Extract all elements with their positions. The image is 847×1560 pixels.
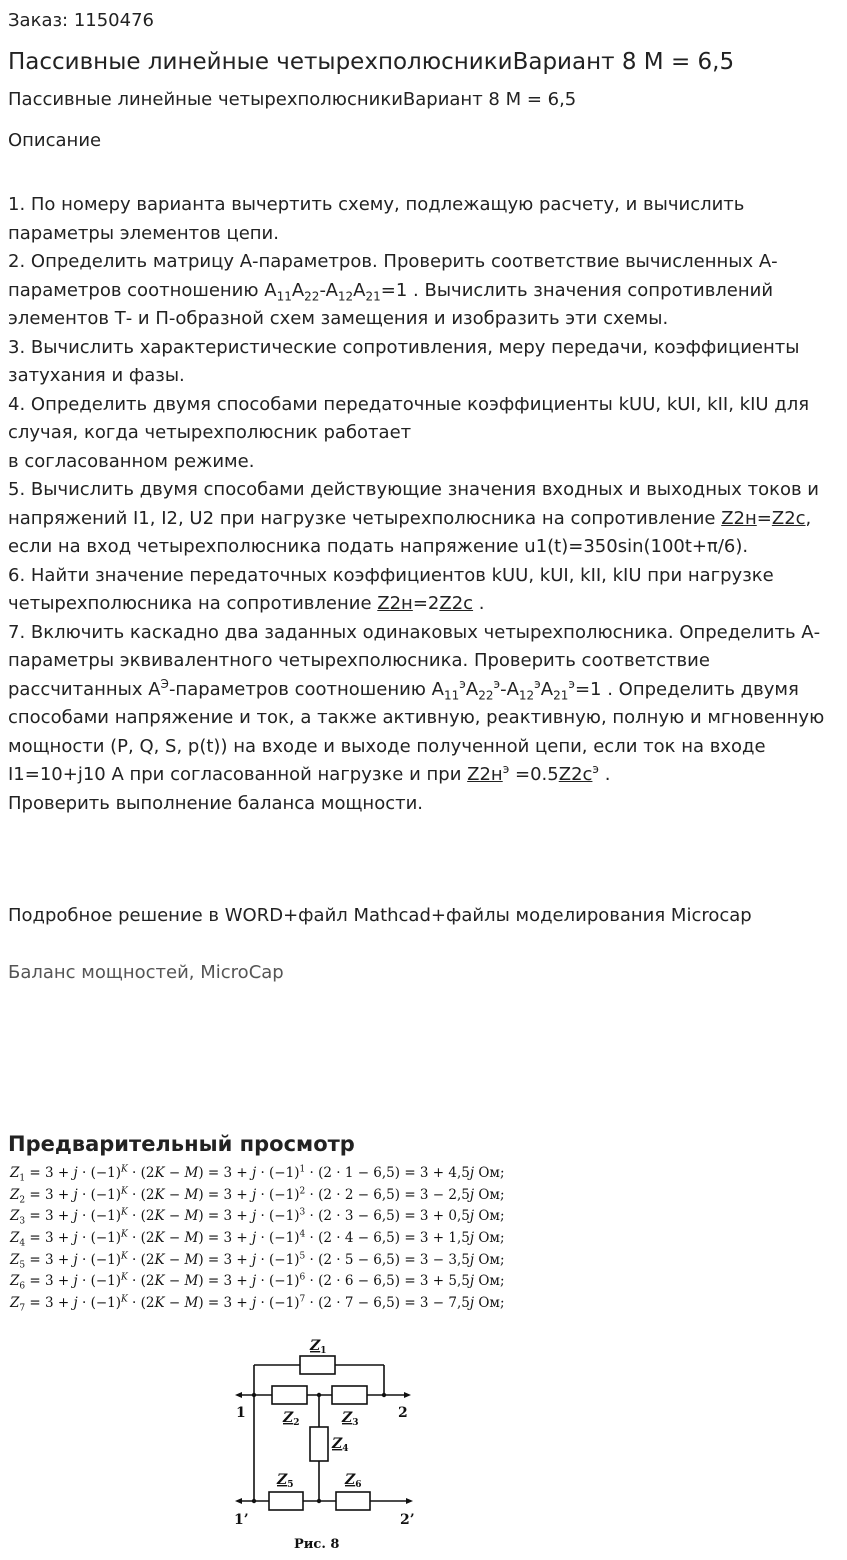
order-number: Заказ: 1150476 (8, 10, 154, 31)
sym-minus: - (319, 279, 326, 301)
formula-part: j (73, 1273, 78, 1290)
task-6 (8, 562, 843, 619)
formula-part: − (164, 1208, 185, 1225)
formula-part: 5 (299, 1251, 306, 1262)
formula-part: · (−1) (77, 1295, 122, 1312)
formula-part: j (73, 1186, 78, 1203)
terminal-1-prime: 1’ (234, 1512, 249, 1528)
task-7 (8, 619, 843, 819)
z2c-link: Z2с (771, 507, 806, 529)
formula-part: · (2 · (305, 1251, 345, 1268)
task-2 (8, 248, 843, 334)
formula-part: j (73, 1295, 78, 1312)
formula-part: 3 (344, 1208, 354, 1225)
formula-part: Ом; (474, 1186, 505, 1203)
sym-a: A (465, 678, 479, 700)
formula-part: K (121, 1229, 128, 1240)
formula-part: = 3 − 7,5 (404, 1295, 470, 1312)
formula-part: j (251, 1165, 257, 1181)
task-5-text-a: 5. Вычислить двумя способами действующие значения входных и выходных токов и напряжений I1, I2, U2 при нагрузке четырехполюсника на сопротивление (8, 479, 820, 529)
formula-part: = 3 + (25, 1251, 74, 1268)
formula-part: K (154, 1295, 165, 1312)
formula-part: j (251, 1295, 257, 1312)
formula-part: K (121, 1164, 128, 1175)
formula-part: − (164, 1165, 185, 1181)
description-heading: Описание (8, 130, 102, 151)
formula-part: · (2 (127, 1186, 155, 1203)
resistor-z5 (269, 1492, 303, 1510)
formula-part: j (469, 1230, 475, 1247)
sub-22: 22 (478, 688, 494, 703)
formula-part: · (−1) (256, 1208, 300, 1225)
formula-part: j (469, 1186, 475, 1203)
formula-row (10, 1163, 505, 1185)
sup-e-small: э (459, 676, 466, 691)
formula-part: K (154, 1186, 165, 1203)
formula-part: K (154, 1208, 165, 1225)
formula-part: · (−1) (77, 1273, 122, 1290)
task-2-text-b: . Вычислить значения сопротивлений элементов Т- и П-образной схем замещения и изобразить эти схемы. (8, 279, 774, 329)
formula-part: Z (10, 1295, 20, 1312)
z2n-link: Z2н (467, 764, 503, 785)
formula-part: · (2 · (305, 1273, 345, 1290)
formula-part: = 3 + 5,5 (404, 1273, 470, 1290)
formula-part: · (−1) (256, 1186, 300, 1203)
sym-a: A (506, 678, 519, 700)
sup-e-small: э (568, 676, 575, 691)
formula-part: M (184, 1251, 199, 1268)
sub-22: 22 (304, 289, 320, 304)
terminal-2-prime: 2’ (400, 1512, 415, 1528)
formula-part: 2 (299, 1186, 306, 1197)
formula-part: · (2 · (305, 1230, 345, 1247)
formula-part: · (−1) (77, 1165, 122, 1181)
sym-minus: - (500, 678, 507, 700)
sym-a: A (291, 279, 305, 301)
sym-eq: = (412, 593, 428, 614)
formula-part: j (251, 1186, 257, 1203)
formula-part: 6 (344, 1273, 354, 1290)
sup-e-small: э (534, 676, 541, 691)
formula-part: · (2 · (305, 1186, 345, 1203)
formula-part: = 3 − 2,5 (404, 1186, 470, 1203)
formula-part: · (2 (127, 1230, 155, 1247)
formula-part: Ом; (474, 1273, 505, 1290)
task-2-text-a: 2. Определить матрицу А-параметров. Проверить соответствие вычисленных А-параметров соотношению A (8, 251, 778, 301)
formula-row (10, 1228, 505, 1250)
formula-part: j (73, 1208, 78, 1225)
formula-part: · (−1) (77, 1230, 122, 1247)
label-z5: $Z_5$ (277, 1472, 294, 1490)
formula-part: M (184, 1208, 199, 1225)
formula-part: ) = 3 + (198, 1273, 252, 1290)
resistor-z1 (300, 1356, 335, 1374)
preview-formulas (10, 1163, 505, 1315)
terminal-2: 2 (398, 1405, 408, 1421)
formula-part: · (−1) (77, 1186, 122, 1203)
formula-part: − (164, 1273, 185, 1290)
formula-part: j (469, 1208, 475, 1225)
terminal-1: 1 (236, 1405, 246, 1421)
formula-row (10, 1185, 505, 1207)
formula-part: 5 (19, 1260, 26, 1271)
formula-part: = 3 + (25, 1273, 74, 1290)
task-7-text-b: -параметров соотношению A (168, 678, 444, 700)
sup-e-small: э (502, 762, 510, 776)
z2n-link: Z2н (377, 593, 413, 614)
formula-part: · (−1) (256, 1295, 300, 1312)
formula-part: Z (10, 1273, 20, 1290)
formula-row (10, 1250, 505, 1272)
formula-part: · (−1) (256, 1230, 300, 1247)
formula-part: = 3 + (25, 1295, 74, 1312)
sup-e: Э (160, 676, 169, 691)
formula-part: Ом; (474, 1230, 505, 1247)
formula-part: = 3 + 1,5 (404, 1230, 470, 1247)
label-z6: $Z_6$ (345, 1472, 362, 1490)
formula-part: Z (10, 1251, 20, 1268)
formula-part: ) = 3 + (198, 1208, 252, 1225)
label-z4: $Z_4$ (332, 1436, 349, 1454)
formula-part: − (164, 1295, 185, 1312)
z2c-link: Z2с (558, 764, 593, 785)
formula-part: · (−1) (77, 1251, 122, 1268)
formula-part: j (73, 1230, 78, 1247)
formula-part: = 3 − 3,5 (404, 1251, 470, 1268)
formula-part: ) = 3 + (198, 1295, 252, 1312)
task-list (8, 191, 843, 818)
task-7-text-d: . (599, 764, 611, 785)
formula-part: 1 (299, 1164, 306, 1175)
task-3 (8, 334, 843, 391)
z2n-link: Z2н (721, 507, 757, 529)
task-5-text-b: , если на вход четырехполюсника подать напряжение u1(t)=350sin(100t+π/6). (8, 507, 812, 557)
formula-part: M (184, 1186, 199, 1203)
formula-part: j (251, 1251, 257, 1268)
label-z2: $Z_2$ (283, 1410, 300, 1428)
label-z1: $Z_1$ (310, 1338, 327, 1356)
formula-part: Ом; (474, 1165, 505, 1181)
formula-part: ) = 3 + (198, 1230, 252, 1247)
formula-part: j (251, 1273, 257, 1290)
formula-part: − (164, 1251, 185, 1268)
formula-part: 5 (344, 1251, 354, 1268)
formula-part: · (−1) (256, 1165, 300, 1181)
formula-part: j (73, 1251, 78, 1268)
formula-part: − 6,5) (353, 1295, 405, 1312)
resistor-z3 (332, 1386, 367, 1404)
formula-part: · (2 (127, 1295, 155, 1312)
formula-part: 4 (344, 1230, 354, 1247)
sym-a: A (540, 678, 554, 700)
formula-part: − (164, 1186, 185, 1203)
formula-part: 6 (299, 1272, 306, 1283)
formula-part: j (251, 1230, 257, 1247)
formula-part: ) = 3 + (198, 1186, 252, 1203)
formula-part: = 3 + (25, 1230, 74, 1247)
formula-part: − 6,5) (353, 1165, 405, 1181)
tag-microcap[interactable]: MicroCap (200, 962, 284, 983)
task-3-text: 3. Вычислить характеристические сопротивления, меру передачи, коэффициенты затухания и фазы. (8, 336, 800, 386)
formula-part: Z (10, 1165, 20, 1181)
resistor-z6 (336, 1492, 370, 1510)
sup-e-small: э (493, 676, 501, 691)
formula-part: 2 (344, 1186, 354, 1203)
formula-part: − 6,5) (353, 1273, 405, 1290)
formula-part: = 3 + (25, 1165, 74, 1181)
formula-part: K (121, 1251, 128, 1262)
formula-part: Ом; (474, 1251, 505, 1268)
task-7-text-a: 7. Включить каскадно два заданных одинаковых четырехполюсника. Определить А-параметры эквивалентного четырехполюсника. Проверить соответствие рассчитанных А (8, 621, 821, 700)
sub-11: 11 (443, 688, 460, 703)
formula-row (10, 1206, 505, 1228)
formula-row (10, 1271, 505, 1293)
formula-part: K (121, 1186, 128, 1197)
sym-two: 2 (427, 593, 440, 614)
resistor-z4 (310, 1427, 328, 1461)
figure-caption: Рис. 8 (294, 1537, 340, 1552)
formula-part: Z (10, 1230, 20, 1247)
sub-12: 12 (337, 289, 354, 304)
formula-part: ) = 3 + (198, 1165, 252, 1181)
formula-part: · (2 (127, 1273, 155, 1290)
formula-part: = 3 + (25, 1186, 74, 1203)
preview-heading: Предварительный просмотр (8, 1132, 355, 1156)
sub-11: 11 (276, 289, 292, 304)
sym-eq-half: =0.5 (509, 764, 559, 785)
formula-part: 7 (299, 1294, 306, 1305)
formula-part: 6 (19, 1282, 26, 1293)
formula-part: K (121, 1207, 128, 1218)
resistor-z2 (272, 1386, 307, 1404)
formula-part: K (121, 1294, 128, 1305)
formula-part: − (164, 1230, 185, 1247)
formula-part: 7 (344, 1295, 354, 1312)
formula-part: M (184, 1230, 199, 1247)
formula-part: · (2 · (305, 1208, 345, 1225)
formula-part: K (121, 1272, 128, 1283)
formula-part: Z (10, 1186, 20, 1203)
task-4-text-b: в согласованном режиме. (8, 450, 255, 472)
tag-power-balance[interactable]: Баланс мощностей (8, 962, 189, 983)
formula-part: K (154, 1251, 165, 1268)
formula-part: · (2 (127, 1208, 155, 1225)
task-1 (8, 191, 843, 248)
formula-part: j (73, 1165, 78, 1181)
sym-a: A (325, 279, 338, 301)
formula-part: j (469, 1251, 475, 1268)
formula-part: 1 (19, 1173, 26, 1184)
formula-part: 7 (19, 1303, 26, 1314)
formula-part: j (469, 1295, 475, 1312)
sym-eq1: =1 (380, 279, 408, 301)
formula-part: · (2 (127, 1251, 155, 1268)
sub-21: 21 (365, 289, 381, 304)
sub-12: 12 (518, 688, 535, 703)
formula-part: · (2 · (305, 1295, 345, 1312)
formula-part: 3 (299, 1207, 306, 1218)
formula-part: j (469, 1273, 475, 1290)
formula-part: K (154, 1165, 165, 1181)
formula-part: M (184, 1165, 199, 1181)
formula-part: · (−1) (256, 1251, 300, 1268)
formula-part: Ом; (474, 1295, 505, 1312)
sup-e-small: э (592, 762, 600, 776)
formula-part: · (−1) (256, 1273, 300, 1290)
formula-row (10, 1293, 505, 1315)
formula-part: = 3 + 4,5 (404, 1165, 470, 1181)
formula-part: · (−1) (77, 1208, 122, 1225)
formula-part: K (154, 1273, 165, 1290)
circuit-diagram (226, 1330, 426, 1560)
formula-part: M (184, 1295, 199, 1312)
solution-info: Подробное решение в WORD+файл Mathcad+файлы моделирования Microcap (8, 905, 752, 926)
task-7-text-c: . Определить двумя способами напряжение и ток, а также активную, реактивную, полную и мгновенную мощности (P, Q, S, p(t)) на входе и выходе полученной цепи, если ток на входе I1=10+j10 А при согласованной нагрузке и при (8, 678, 825, 785)
task-7-text-e: Проверить выполнение баланса мощности. (8, 792, 424, 814)
formula-part: = 3 + (25, 1208, 74, 1225)
formula-part: − 6,5) (353, 1230, 405, 1247)
formula-part: j (251, 1208, 257, 1225)
sym-eq1: =1 (574, 678, 602, 700)
formula-part: 4 (299, 1229, 306, 1240)
tag-list (8, 960, 284, 986)
formula-part: K (154, 1230, 165, 1247)
sub-21: 21 (553, 688, 569, 703)
sym-a: A (353, 279, 366, 301)
formula-part: · (2 · (305, 1165, 345, 1181)
formula-part: 4 (19, 1238, 26, 1249)
formula-part: j (469, 1165, 475, 1181)
formula-part: − 6,5) (353, 1208, 405, 1225)
label-z3: $Z_3$ (342, 1410, 359, 1428)
z2c-link: Z2с (439, 593, 474, 614)
formula-part: − 6,5) (353, 1251, 405, 1268)
page-title: Пассивные линейные четырехполюсникиВариант 8 М = 6,5 (8, 49, 735, 75)
formula-part: · (2 (127, 1165, 155, 1181)
tag-separator: , (188, 962, 201, 983)
task-4 (8, 391, 843, 477)
task-6-text-a: 6. Найти значение передаточных коэффициентов kUU, kUI, kII, kIU при нагрузке четырехполюсника на сопротивление (8, 564, 774, 614)
formula-part: 2 (19, 1195, 26, 1206)
task-6-text-b: . (473, 593, 485, 614)
sym-eq: = (756, 507, 772, 529)
formula-part: Z (10, 1208, 20, 1225)
formula-part: M (184, 1273, 199, 1290)
formula-part: ) = 3 + (198, 1251, 252, 1268)
formula-part: − 6,5) (353, 1186, 405, 1203)
task-4-text-a: 4. Определить двумя способами передаточные коэффициенты kUU, kUI, kII, kIU для случая, когда четырехполюсник работает (8, 393, 810, 443)
page-subtitle: Пассивные линейные четырехполюсникиВариант 8 М = 6,5 (8, 89, 577, 110)
formula-part: 3 (19, 1217, 26, 1228)
formula-part: Ом; (474, 1208, 505, 1225)
formula-part: = 3 + 0,5 (404, 1208, 470, 1225)
formula-part: 1 (344, 1165, 354, 1181)
task-5 (8, 476, 843, 562)
task-1-text: 1. По номеру варианта вычертить схему, подлежащую расчету, и вычислить параметры элементов цепи. (8, 194, 745, 244)
